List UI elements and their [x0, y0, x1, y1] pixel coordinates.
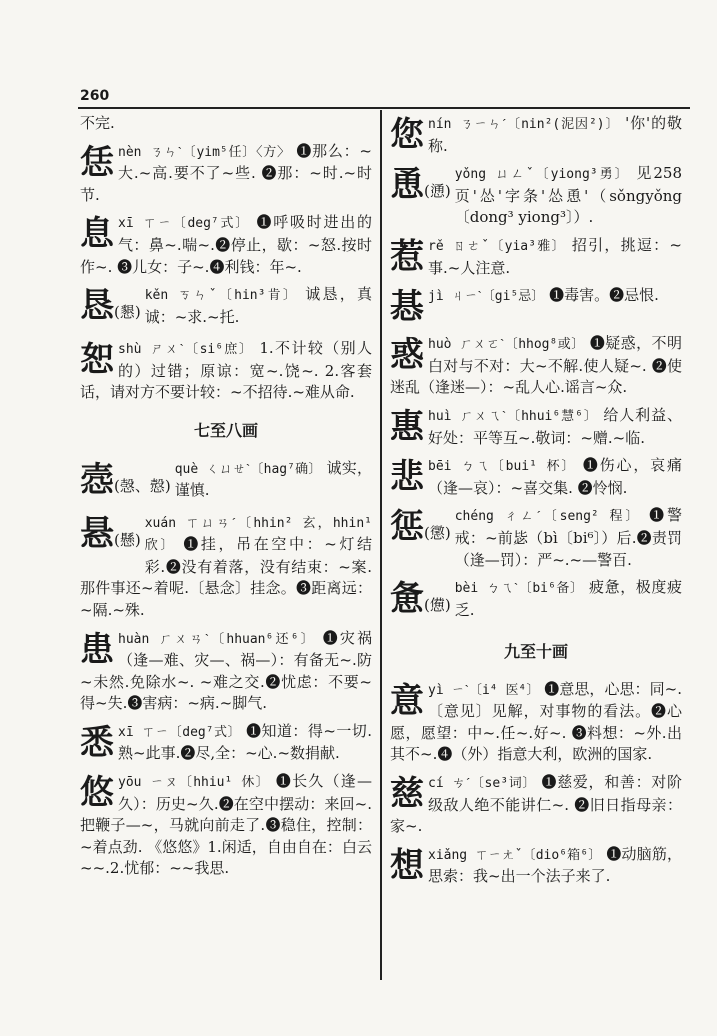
entry-ji: [390, 285, 682, 327]
entry-nen: [80, 141, 372, 207]
entry-hui: [390, 405, 682, 449]
entry-xi: [80, 212, 372, 278]
headword: 惎: [390, 287, 424, 328]
definition: 诚恳，真诚：~求.~托.: [144, 285, 372, 326]
pronunciation: jì ㄐㄧˋ〔gi⁵忌〕: [428, 289, 545, 305]
pronunciation: xī ㄒㄧ〔deg⁷式〕: [118, 724, 241, 740]
definition: ❶毒害。❷忌恨.: [549, 286, 659, 305]
traditional-form: (憊): [424, 596, 451, 615]
headword: 恁: [80, 142, 114, 183]
entry-yi: [390, 679, 682, 766]
pronunciation: nín ㄋㄧㄣˊ〔nin²(泥因²)〕: [428, 117, 620, 132]
definition: ❶挂，吊在空中：~灯结彩.❷没有着落，没有结束：~案.那件事还~着呢.〔悬念〕挂念。❸距离远：~隔.~殊.: [80, 535, 372, 619]
headword: 惩(懲): [390, 507, 451, 548]
page-number: 260: [80, 88, 110, 104]
definition: ❶灾祸（逢—难、灾—、祸—）：有备无~.防~未然.免除水~. ~难之交.❷忧虑：不要~得~失.❸害病：~病.~脚气.: [80, 628, 372, 713]
definition: ❶警戒：~前毖（bì〔bi⁶〕）后.❷责罚（逢—罚）：严~.~—警百.: [454, 506, 682, 569]
entry-xi-2: [80, 721, 372, 765]
top-rule: [78, 107, 690, 109]
definition: ❶意思，心思：同~.〔意见〕见解，对事物的看法。❷心愿，愿望：中~.任~.好~. ❸料想：~外.出其不~.❹（外）指意大利，欧洲的国家.: [390, 679, 682, 764]
definition: '你'的敬称.: [428, 114, 682, 155]
pronunciation: xiǎng ㄒㄧㄤˇ〔dio⁶箱⁶〕: [428, 847, 602, 863]
entry-re: [390, 235, 682, 279]
headword: 惠: [390, 406, 424, 447]
headword: 悫(愨、慤): [80, 459, 171, 500]
headword: 意: [390, 680, 424, 721]
definition: 1.不计较（别人的）过错；原谅：宽~.饶~. 2.客套话，请对方不要计较：~不招待.~难从命.: [80, 339, 372, 402]
entry-que: [80, 458, 372, 506]
headword: 惫(憊): [390, 579, 451, 620]
definition: ❶慈爱，和善：对阶级敌人绝不能讲仁~. ❷旧日指母亲：家~.: [390, 773, 682, 836]
definition: 疲惫，极度疲乏.: [454, 578, 682, 619]
entry-shu: [80, 338, 372, 404]
pronunciation: yǒng ㄩㄥˇ〔yiong³勇〕: [454, 167, 630, 183]
entry-yong: [390, 163, 682, 229]
headword: 恳(懇): [80, 286, 141, 327]
headword: 惑: [390, 335, 424, 376]
traditional-form: (愨、慤): [114, 476, 171, 495]
definition: 诚实，谨慎.: [174, 458, 372, 500]
continuation-text: 不完.: [80, 114, 115, 132]
entry-you: [80, 771, 372, 880]
definition: 招引，挑逗：~事.~人注意.: [428, 235, 682, 277]
headword: 恕: [80, 340, 114, 381]
pronunciation: xuán ㄒㄩㄢˊ〔hhin² 玄，hhin¹ 欣〕: [144, 515, 372, 554]
section-heading: 九至十画: [503, 642, 568, 662]
column-divider: [380, 110, 382, 980]
pronunciation: rě ㄖㄜˇ〔yia³雅〕: [428, 238, 566, 254]
pronunciation: yōu ㄧㄡ〔hhiu¹ 休〕: [118, 775, 270, 791]
pronunciation: huàn ㄏㄨㄢˋ〔hhuan⁶还⁶〕: [118, 631, 316, 647]
pronunciation: huì ㄏㄨㄟˋ〔hhui⁶慧⁶〕: [428, 408, 598, 424]
headword: 慈: [390, 774, 424, 815]
definition: ❶动脑筋，思索：我~出一个法子来了.: [428, 844, 682, 886]
headword: 想: [390, 845, 424, 886]
entry-ken: [80, 284, 372, 332]
headword: 悠: [80, 773, 114, 814]
entry-ci: [390, 772, 682, 838]
pronunciation: bēi ㄅㄟ〔bui¹ 杯〕: [428, 459, 577, 475]
entry-huo: [390, 333, 682, 399]
pronunciation: nèn ㄋㄣˋ〔yim⁵任〕〈方〉: [118, 144, 291, 160]
headword: 悲: [390, 457, 424, 498]
right-column: [390, 113, 682, 894]
pronunciation: xī ㄒㄧ〔deg⁷式〕: [118, 216, 250, 232]
headword: 患: [80, 629, 114, 670]
definition: ❶长久（逢—久）：历史~久.❷在空中摆动：来回~.把鞭子—~，马就向前走了.❸稳住，控制：~着点劲. 《悠悠》1.闲适，自由自在：白云~~.2.忧郁：~~我思.: [80, 772, 372, 878]
entry-nin: [390, 113, 682, 157]
pronunciation: què ㄑㄩㄝˋ〔hag⁷确〕: [174, 461, 322, 477]
entry-bei: [390, 455, 682, 499]
pronunciation: yì ㄧˋ〔i⁴ 医⁴〕: [428, 682, 540, 698]
entry-xiang: [390, 844, 682, 888]
entry-cheng: [390, 505, 682, 571]
pronunciation: shù ㄕㄨˋ〔si⁶庶〕: [118, 342, 254, 358]
definition: 见258页'怂'字条'怂恿'（sǒngyǒng〔dong³ yiong³〕）.: [454, 164, 682, 227]
traditional-form: (慂): [424, 182, 451, 201]
headword: 悬(懸): [80, 513, 141, 554]
traditional-form: (懇): [114, 303, 141, 322]
pronunciation: huò ㄏㄨㄛˋ〔hhog⁸或〕: [428, 337, 585, 353]
entry-xuan: [80, 512, 372, 622]
traditional-form: (懸): [114, 530, 141, 549]
headword: 悉: [80, 722, 114, 763]
definition: ❶疑惑，不明白对与不对：大~不解.使人疑~. ❷使迷乱（逢迷—）：~乱人心.谣言~众.: [390, 334, 682, 397]
pronunciation: cí ㄘˊ〔se³词〕: [428, 776, 537, 792]
headword: 恿(慂): [390, 165, 451, 206]
entry-bei-2: [390, 577, 682, 625]
pronunciation: bèi ㄅㄟˋ〔bi⁶备〕: [454, 581, 584, 597]
left-column: [80, 113, 372, 886]
pronunciation: kěn ㄎㄣˇ〔hin³肯〕: [144, 288, 299, 304]
traditional-form: (懲): [424, 524, 451, 543]
section-heading: 七至八画: [193, 420, 258, 440]
headword: 您: [390, 115, 424, 155]
definition: ❶知道：得~一切.熟~此事.❷尽,全：~心.~数捐献.: [118, 721, 372, 763]
entry-huan: [80, 628, 372, 715]
definition: ❶伤心，哀痛（逢—哀）：~喜交集. ❷怜悯.: [428, 456, 682, 497]
definition: 给人利益、好处：平等互~.敬词：~赠.~临.: [428, 405, 682, 447]
pronunciation: chéng ㄔㄥˊ〔seng² 程〕: [454, 509, 642, 525]
definition: ❶呼吸时进出的气：鼻~.喘~.❷停止，歇：~怒.按时作~. ❸儿女：子~.❹利钱：年~.: [80, 213, 372, 276]
headword: 惹: [390, 236, 424, 277]
headword: 息: [80, 214, 114, 255]
definition: ❶那么：~大.~高.要不了~些. ❷那：~时.~时节.: [80, 141, 372, 204]
